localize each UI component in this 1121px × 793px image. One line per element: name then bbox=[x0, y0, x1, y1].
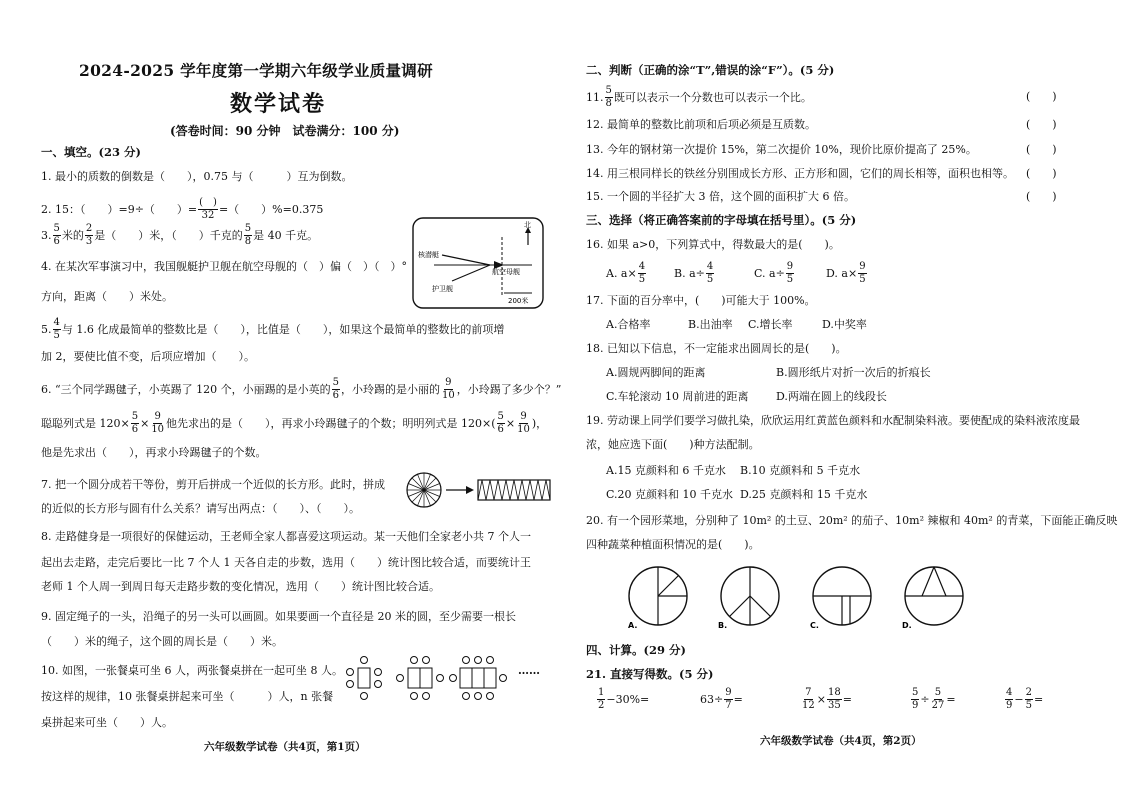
question-6-line-1 bbox=[41, 378, 561, 401]
q19-option-a[interactable]: A.15 克颜料和 6 千克水 bbox=[606, 464, 726, 477]
q10-ellipsis: …… bbox=[518, 664, 540, 677]
exam-page-1 bbox=[0, 0, 560, 793]
transform-arrow-head bbox=[466, 486, 474, 494]
page-2-footer: 六年级数学试卷（共4页，第2页） bbox=[760, 735, 922, 747]
q6-times: × bbox=[140, 416, 150, 430]
q5-number: 5. bbox=[41, 322, 52, 336]
question-20-line-1: 20. 有一个园形菜地，分别种了 10m² 的土豆、20m² 的茄子、10m² 辣椒和 40m² 的青菜，下面能正确反映 bbox=[586, 514, 1118, 527]
dining-tables-figure bbox=[344, 652, 516, 704]
question-9-line-1: 9. 固定绳子的一头，沿绳子的另一头可以画圆。如果要画一个直径是 20 米的圆，至少需要一根长 bbox=[41, 610, 516, 623]
question-3 bbox=[41, 224, 318, 247]
section-3-heading: 三、选择（将正确答案前的字母填在括号里）。(5 分) bbox=[586, 213, 857, 227]
north-label: 北 bbox=[524, 221, 531, 229]
question-14: 14. 用三根同样长的铁丝分别围成长方形、正方形和圆，它们的周长相等，面积也相等。 bbox=[586, 167, 1014, 180]
page-1-footer: 六年级数学试卷（共4页，第1页） bbox=[204, 741, 366, 753]
calc-item-4: $\frac{5}{9}$ ÷ $\frac{5}{27}$ = bbox=[912, 687, 956, 711]
q18-option-c[interactable]: C.车轮滚动 10 周前进的距离 bbox=[606, 390, 749, 403]
q6-text-b: ，小玲踢的是小丽的 bbox=[340, 382, 440, 396]
q3-number: 3. bbox=[41, 228, 52, 242]
rectangle-sectors bbox=[478, 480, 550, 500]
q11-answer-paren[interactable]: ( ) bbox=[1026, 90, 1057, 103]
q18-option-a[interactable]: A.圆规两脚间的距离 bbox=[606, 366, 706, 379]
question-7-line-2: 的近似的长方形与圆有什么关系？请写出两点：（ ）、（ ）。 bbox=[41, 502, 360, 515]
pie-option-c bbox=[813, 567, 871, 625]
circle-to-rectangle-figure bbox=[404, 470, 554, 510]
question-15: 15. 一个圆的半径扩大 3 倍，这个圆的面积扩大 6 倍。 bbox=[586, 190, 855, 203]
question-12: 12. 最简单的整数比前项和后项必须是互质数。 bbox=[586, 118, 816, 131]
pie-option-b bbox=[721, 567, 779, 625]
q16-option-b[interactable]: B. a÷ $\frac{4}{5}$ bbox=[674, 261, 714, 285]
q11-number: 11. bbox=[586, 90, 604, 104]
question-2 bbox=[41, 198, 323, 221]
q18-option-d[interactable]: D.两端在圆上的线段长 bbox=[776, 390, 887, 403]
q15-answer-paren[interactable]: ( ) bbox=[1026, 190, 1057, 203]
q17-option-a[interactable]: A.合格率 bbox=[606, 318, 651, 331]
q11-text: 既可以表示一个分数也可以表示一个比。 bbox=[613, 90, 812, 104]
question-13: 13. 今年的钢材第一次提价 15%，第二次提价 10%，现价比原价提高了 25%。 bbox=[586, 143, 977, 156]
approx-rectangle bbox=[478, 480, 550, 500]
q18-option-b[interactable]: B.圆形纸片对折一次后的折痕长 bbox=[776, 366, 931, 379]
q16-option-c[interactable]: C. a÷ $\frac{9}{5}$ bbox=[754, 261, 794, 285]
circle-sectors bbox=[407, 473, 441, 507]
question-11 bbox=[586, 86, 812, 109]
calc-item-1: $\frac{1}{2}$ −30%= bbox=[598, 687, 650, 711]
question-8-line-1: 8. 走路健身是一项很好的保健运动，王老师全家人都喜爱这项运动。某一天他们全家老小共 7 个人一 bbox=[41, 530, 531, 543]
q6-fraction-e: $\frac{5}{6}$ bbox=[497, 411, 504, 435]
q11-fraction: $\frac{5}{8}$ bbox=[605, 85, 612, 109]
submarine-line bbox=[442, 255, 490, 265]
q2-part-a: 2. 15：（ ）=9÷（ ）= bbox=[41, 202, 198, 216]
q14-answer-paren[interactable]: ( ) bbox=[1026, 167, 1057, 180]
pie-option-a bbox=[629, 567, 687, 625]
question-18: 18. 已知以下信息，不一定能求出圆周长的是( )。 bbox=[586, 342, 847, 355]
submarine-label: 核潜艇 bbox=[418, 251, 439, 259]
q6-text-c: ，小玲踢了多少个？” bbox=[456, 382, 562, 396]
pie-option-d bbox=[905, 567, 963, 625]
q5-fraction: $\frac{4}{5}$ bbox=[53, 317, 60, 341]
question-20-line-2: 四种蔬菜种植面积情况的是( )。 bbox=[586, 538, 760, 551]
question-9-line-2: （ ）米的绳子，这个圆的周长是（ ）米。 bbox=[41, 635, 283, 648]
q2-fraction: $\frac{( )}{32}$ bbox=[199, 197, 217, 221]
q19-option-b[interactable]: B.10 克颜料和 5 千克水 bbox=[740, 464, 861, 477]
question-21: 21. 直接写得数。(5 分) bbox=[586, 667, 714, 681]
q6-times-2: × bbox=[505, 416, 516, 430]
q3-fraction-e: $\frac{5}{8}$ bbox=[244, 223, 252, 247]
q5-text: 与 1.6 化成最简单的整数比是（ ），比值是（ ），如果这个最简单的整数比的前项增 bbox=[61, 322, 505, 336]
question-6-line-2 bbox=[41, 412, 547, 435]
q19-option-d[interactable]: D.25 克颜料和 15 千克水 bbox=[740, 488, 868, 501]
q6-fraction-f: $\frac{9}{10}$ bbox=[517, 411, 530, 435]
q6-fraction-b: $\frac{9}{10}$ bbox=[441, 377, 455, 401]
direction-diagram bbox=[412, 217, 544, 309]
q16-option-a[interactable]: A. a× $\frac{4}{5}$ bbox=[606, 261, 646, 285]
one-table bbox=[347, 657, 382, 700]
q3-fraction-a: $\frac{5}{6}$ bbox=[53, 223, 60, 247]
question-8-line-2: 起出去走路，走完后要比一比 7 个人 1 天各自走的步数，选用（ ）统计图比较合适，而要统计王 bbox=[41, 556, 531, 569]
question-4-line-1: 4. 在某次军事演习中，我国舰艇护卫舰在航空母舰的（ ）偏（ ）（ ）° bbox=[41, 260, 407, 273]
pie-label-d: D. bbox=[902, 621, 912, 630]
pie-label-a: A. bbox=[628, 621, 638, 630]
section-2-heading: 二、判断（正确的涂“T”,错误的涂“F”）。(5 分) bbox=[586, 63, 835, 77]
two-tables bbox=[397, 657, 444, 700]
guard-label: 护卫舰 bbox=[432, 285, 453, 293]
question-16-options bbox=[606, 262, 896, 285]
q3-text-d: 是（ ）米，（ ）千克的 bbox=[94, 228, 243, 242]
calc-item-2: 63÷ $\frac{9}{7}$ = bbox=[700, 687, 743, 711]
q17-option-b[interactable]: B.出油率 bbox=[688, 318, 733, 331]
q6-fraction-d: $\frac{9}{10}$ bbox=[151, 411, 165, 435]
pie-label-b: B. bbox=[718, 621, 728, 630]
question-19-line-1: 19. 劳动课上同学们要学习做扎染，欣欣运用红黄蓝色颜料和水配制染料液。要使配成的染料液浓度最 bbox=[586, 414, 1080, 427]
calc-item-3: $\frac{7}{12}$ × $\frac{18}{35}$ = bbox=[802, 687, 852, 711]
question-10-line-3: 桌拼起来可坐（ ）人。 bbox=[41, 716, 173, 729]
q2-part-b: =（ ）%=0.375 bbox=[218, 202, 324, 216]
exam-meta: (答卷时间：90 分钟 试卷满分：100 分) bbox=[170, 124, 400, 138]
section-1-heading: 一、填空。(23 分) bbox=[41, 145, 141, 159]
question-17: 17. 下面的百分率中，( )可能大于 100%。 bbox=[586, 294, 816, 307]
three-tables bbox=[450, 657, 507, 700]
q19-option-c[interactable]: C.20 克颜料和 10 千克水 bbox=[606, 488, 734, 501]
q3-fraction-c: $\frac{2}{3}$ bbox=[85, 223, 93, 247]
q3-text-b: 米的 bbox=[61, 228, 84, 242]
q13-answer-paren[interactable]: ( ) bbox=[1026, 143, 1057, 156]
section-4-heading: 四、计算。(29 分) bbox=[586, 643, 686, 657]
question-19-line-2: 浓，她应选下面( )种方法配制。 bbox=[586, 438, 760, 451]
question-6-line-3: 他是先求出（ ），再求小玲踢毽子的个数。 bbox=[41, 446, 267, 459]
exam-page-2 bbox=[560, 0, 1120, 793]
question-5-line-2: 加 2，要使比值不变，后项应增加（ ）。 bbox=[41, 350, 255, 363]
q17-option-c[interactable]: C.增长率 bbox=[748, 318, 793, 331]
question-10-line-1: 10. 如图，一张餐桌可坐 6 人，两张餐桌拼在一起可坐 8 人。 bbox=[41, 664, 343, 677]
q3-text-f: 是 40 千克。 bbox=[253, 228, 319, 242]
q6-text-a: 6. “三个同学踢毽子，小英踢了 120 个，小丽踢的是小英的 bbox=[41, 382, 331, 396]
scale-label: 200米 bbox=[508, 297, 529, 305]
question-10-line-2: 按这样的规律，10 张餐桌拼起来可坐（ ）人，n 张餐 bbox=[41, 690, 334, 703]
pie-label-c: C. bbox=[810, 621, 819, 630]
question-16: 16. 如果 a>0，下列算式中，得数最大的是( )。 bbox=[586, 238, 840, 251]
exam-title: 2024-2025 学年度第一学期六年级学业质量调研 bbox=[79, 61, 433, 80]
q6-text-d: 聪聪列式是 120× bbox=[41, 416, 130, 430]
question-4-line-2: 方向，距离（ ）米处。 bbox=[41, 290, 173, 303]
q6-text-e: 他先求出的是（ ），再求小玲踢毽子的个数；明明列式是 120×( bbox=[166, 416, 496, 430]
q16-option-d[interactable]: D. a× $\frac{9}{5}$ bbox=[826, 261, 866, 285]
q6-fraction-c: $\frac{5}{6}$ bbox=[131, 411, 139, 435]
q6-fraction-a: $\frac{5}{6}$ bbox=[332, 377, 339, 401]
question-7-line-1: 7. 把一个圆分成若干等份，剪开后拼成一个近似的长方形。此时，拼成 bbox=[41, 478, 385, 491]
subject-title: 数学试卷 bbox=[230, 91, 327, 117]
question-1: 1. 最小的质数的倒数是（ ），0.75 与（ ）互为倒数。 bbox=[41, 170, 353, 183]
calc-item-5: $\frac{4}{9}$ − $\frac{2}{5}$ = bbox=[1006, 687, 1044, 711]
q6-text-f: )， bbox=[531, 416, 548, 430]
q17-option-d[interactable]: D.中奖率 bbox=[822, 318, 867, 331]
pie-options bbox=[620, 562, 1010, 632]
guard-line bbox=[452, 265, 490, 281]
question-5-line-1 bbox=[41, 318, 504, 341]
carrier-label: 航空母舰 bbox=[492, 268, 520, 276]
q12-answer-paren[interactable]: ( ) bbox=[1026, 118, 1057, 131]
question-8-line-3: 老师 1 个人周一到周日每天走路步数的变化情况，选用（ ）统计图比较合适。 bbox=[41, 580, 440, 593]
